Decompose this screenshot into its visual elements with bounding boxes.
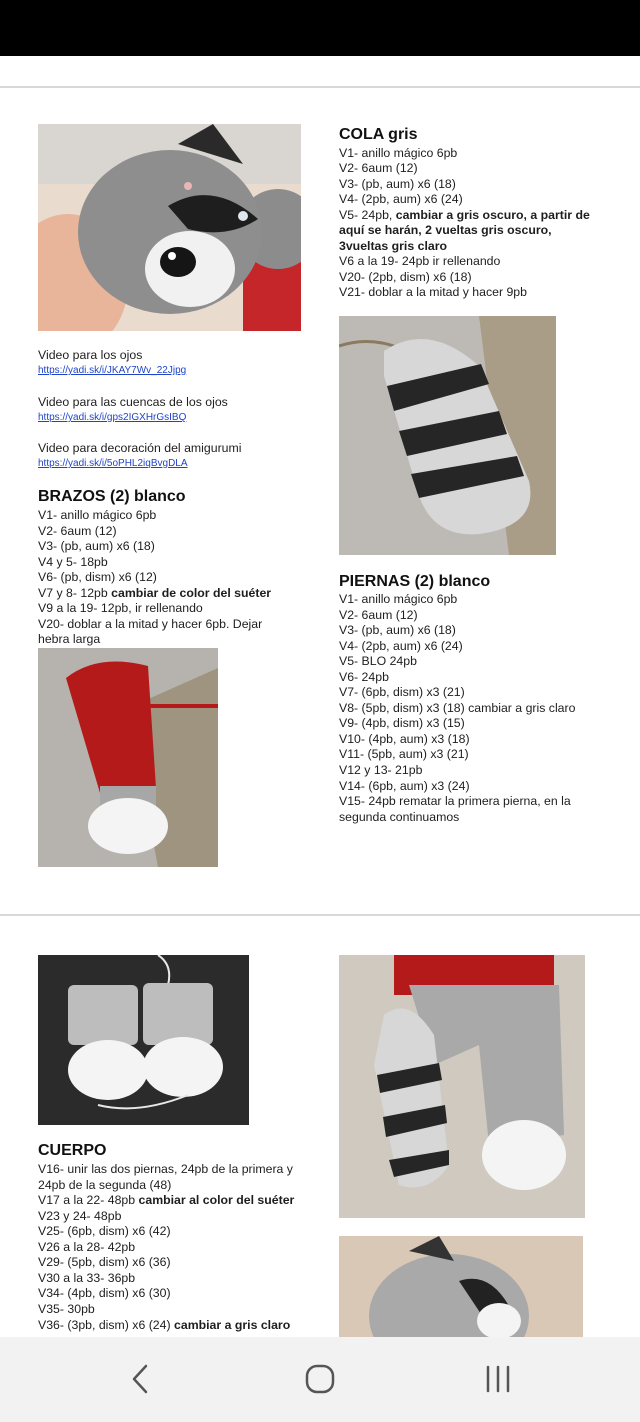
pattern-row: V26 a la 28- 42pb <box>38 1240 136 1254</box>
pattern-row: V6- 24pb <box>339 670 389 684</box>
pattern-row: V3- (pb, aum) x6 (18) <box>339 623 456 637</box>
video-label: Video para decoración del amigurumi <box>38 441 242 455</box>
pattern-row: V1- anillo mágico 6pb <box>339 592 458 606</box>
section-title-piernas: PIERNAS (2) blanco <box>339 573 491 590</box>
legs-photo <box>38 955 249 1125</box>
pattern-row: V5- BLO 24pb <box>339 654 417 668</box>
section-title-brazos: BRAZOS (2) blanco <box>38 488 186 505</box>
recents-icon <box>483 1365 513 1393</box>
pattern-row-bold: cambiar de color del suéter <box>111 586 272 600</box>
pattern-row-bold: cambiar a gris claro <box>174 1318 291 1332</box>
pattern-row: V34- (4pb, dism) x6 (30) <box>38 1286 171 1300</box>
back-button[interactable] <box>115 1359 165 1399</box>
pattern-row-text: V7 y 8- 12pb <box>38 586 108 600</box>
tail-photo <box>339 316 556 555</box>
pattern-row: V30 a la 33- 36pb <box>38 1271 136 1285</box>
pattern-row: V11- (5pb, aum) x3 (21) <box>339 747 469 761</box>
pattern-row: V12 y 13- 21pb <box>339 763 423 777</box>
arm-photo <box>38 648 218 867</box>
pattern-row <box>38 586 271 602</box>
pattern-row: V25- (6pb, dism) x6 (42) <box>38 1224 171 1238</box>
pattern-row <box>38 1318 290 1334</box>
pattern-row: V21- doblar a la mitad y hacer 9pb <box>339 285 527 299</box>
pattern-row-bold <box>339 223 552 239</box>
home-button[interactable] <box>295 1359 345 1399</box>
pattern-row: V9 a la 19- 12pb, ir rellenando <box>38 601 203 615</box>
pattern-row-text: V5- 24pb, <box>339 208 393 222</box>
pattern-row: V6- (pb, dism) x6 (12) <box>38 570 157 584</box>
pattern-row: V15- 24pb rematar la primera pierna, en la <box>339 794 571 808</box>
pattern-row: V23 y 24- 48pb <box>38 1209 122 1223</box>
pattern-row: V1- anillo mágico 6pb <box>38 508 157 522</box>
pattern-row: V3- (pb, aum) x6 (18) <box>38 539 155 553</box>
pattern-row-text: V17 a la 22- 48pb <box>38 1193 136 1207</box>
pattern-row: V4- (2pb, aum) x6 (24) <box>339 192 463 206</box>
pattern-row: segunda continuamos <box>339 810 460 824</box>
page-divider <box>0 86 640 88</box>
video-label: Video para los ojos <box>38 348 143 362</box>
section-title-cola: COLA gris <box>339 126 418 143</box>
pattern-row: V29- (5pb, dism) x6 (36) <box>38 1255 171 1269</box>
status-bar <box>0 0 640 56</box>
back-icon <box>128 1363 152 1395</box>
pattern-row: V4 y 5- 18pb <box>38 555 108 569</box>
pattern-row: V20- doblar a la mitad y hacer 6pb. Dejar <box>38 617 263 631</box>
pattern-row-bold: aquí se harán, 2 vueltas gris oscuro, <box>339 223 552 237</box>
pattern-row: V1- anillo mágico 6pb <box>339 146 458 160</box>
video-link[interactable]: https://yadi.sk/i/JKAY7Wv_22Jjpg <box>38 365 187 376</box>
video-link[interactable]: https://yadi.sk/i/5oPHL2iqBvgDLA <box>38 458 188 469</box>
pattern-row-text: V36- (3pb, dism) x6 (24) <box>38 1318 171 1332</box>
pattern-row-bold: 3vueltas gris claro <box>339 239 447 253</box>
pattern-row-bold: cambiar al color del suéter <box>138 1193 295 1207</box>
pattern-row: V3- (pb, aum) x6 (18) <box>339 177 456 191</box>
home-icon <box>304 1363 336 1395</box>
pattern-row: 24pb de la segunda (48) <box>38 1178 172 1192</box>
pattern-row: V16- unir las dos piernas, 24pb de la primera y <box>38 1162 293 1176</box>
video-link[interactable]: https://yadi.sk/i/gps2IGXHrGsIBQ <box>38 412 187 423</box>
pattern-row: V35- 30pb <box>38 1302 95 1316</box>
pattern-row: hebra larga <box>38 632 101 646</box>
pattern-row: V6 a la 19- 24pb ir rellenando <box>339 254 501 268</box>
head-side-photo <box>339 1236 583 1337</box>
pattern-row: V2- 6aum (12) <box>339 161 418 175</box>
body-photo <box>339 955 585 1218</box>
pattern-row: V7- (6pb, dism) x3 (21) <box>339 685 465 699</box>
raccoon-head-photo <box>38 124 301 331</box>
pattern-row <box>339 208 590 224</box>
video-label: Video para las cuencas de los ojos <box>38 395 228 409</box>
pattern-row <box>38 1193 294 1209</box>
page-divider <box>0 914 640 916</box>
pattern-row: V20- (2pb, dism) x6 (18) <box>339 270 472 284</box>
pattern-row: V8- (5pb, dism) x3 (18) cambiar a gris claro <box>339 701 576 715</box>
pattern-row: V14- (6pb, aum) x3 (24) <box>339 779 470 793</box>
pattern-row: V2- 6aum (12) <box>38 524 117 538</box>
pattern-row-bold: cambiar a gris oscuro, a partir de <box>395 208 590 222</box>
pattern-row: V10- (4pb, aum) x3 (18) <box>339 732 470 746</box>
recents-button[interactable] <box>473 1359 523 1399</box>
pattern-row-bold <box>339 239 447 255</box>
pattern-row: V9- (4pb, dism) x3 (15) <box>339 716 465 730</box>
navigation-bar <box>0 1337 640 1422</box>
pattern-row: V2- 6aum (12) <box>339 608 418 622</box>
pattern-row: V4- (2pb, aum) x6 (24) <box>339 639 463 653</box>
section-title-cuerpo: CUERPO <box>38 1142 107 1159</box>
